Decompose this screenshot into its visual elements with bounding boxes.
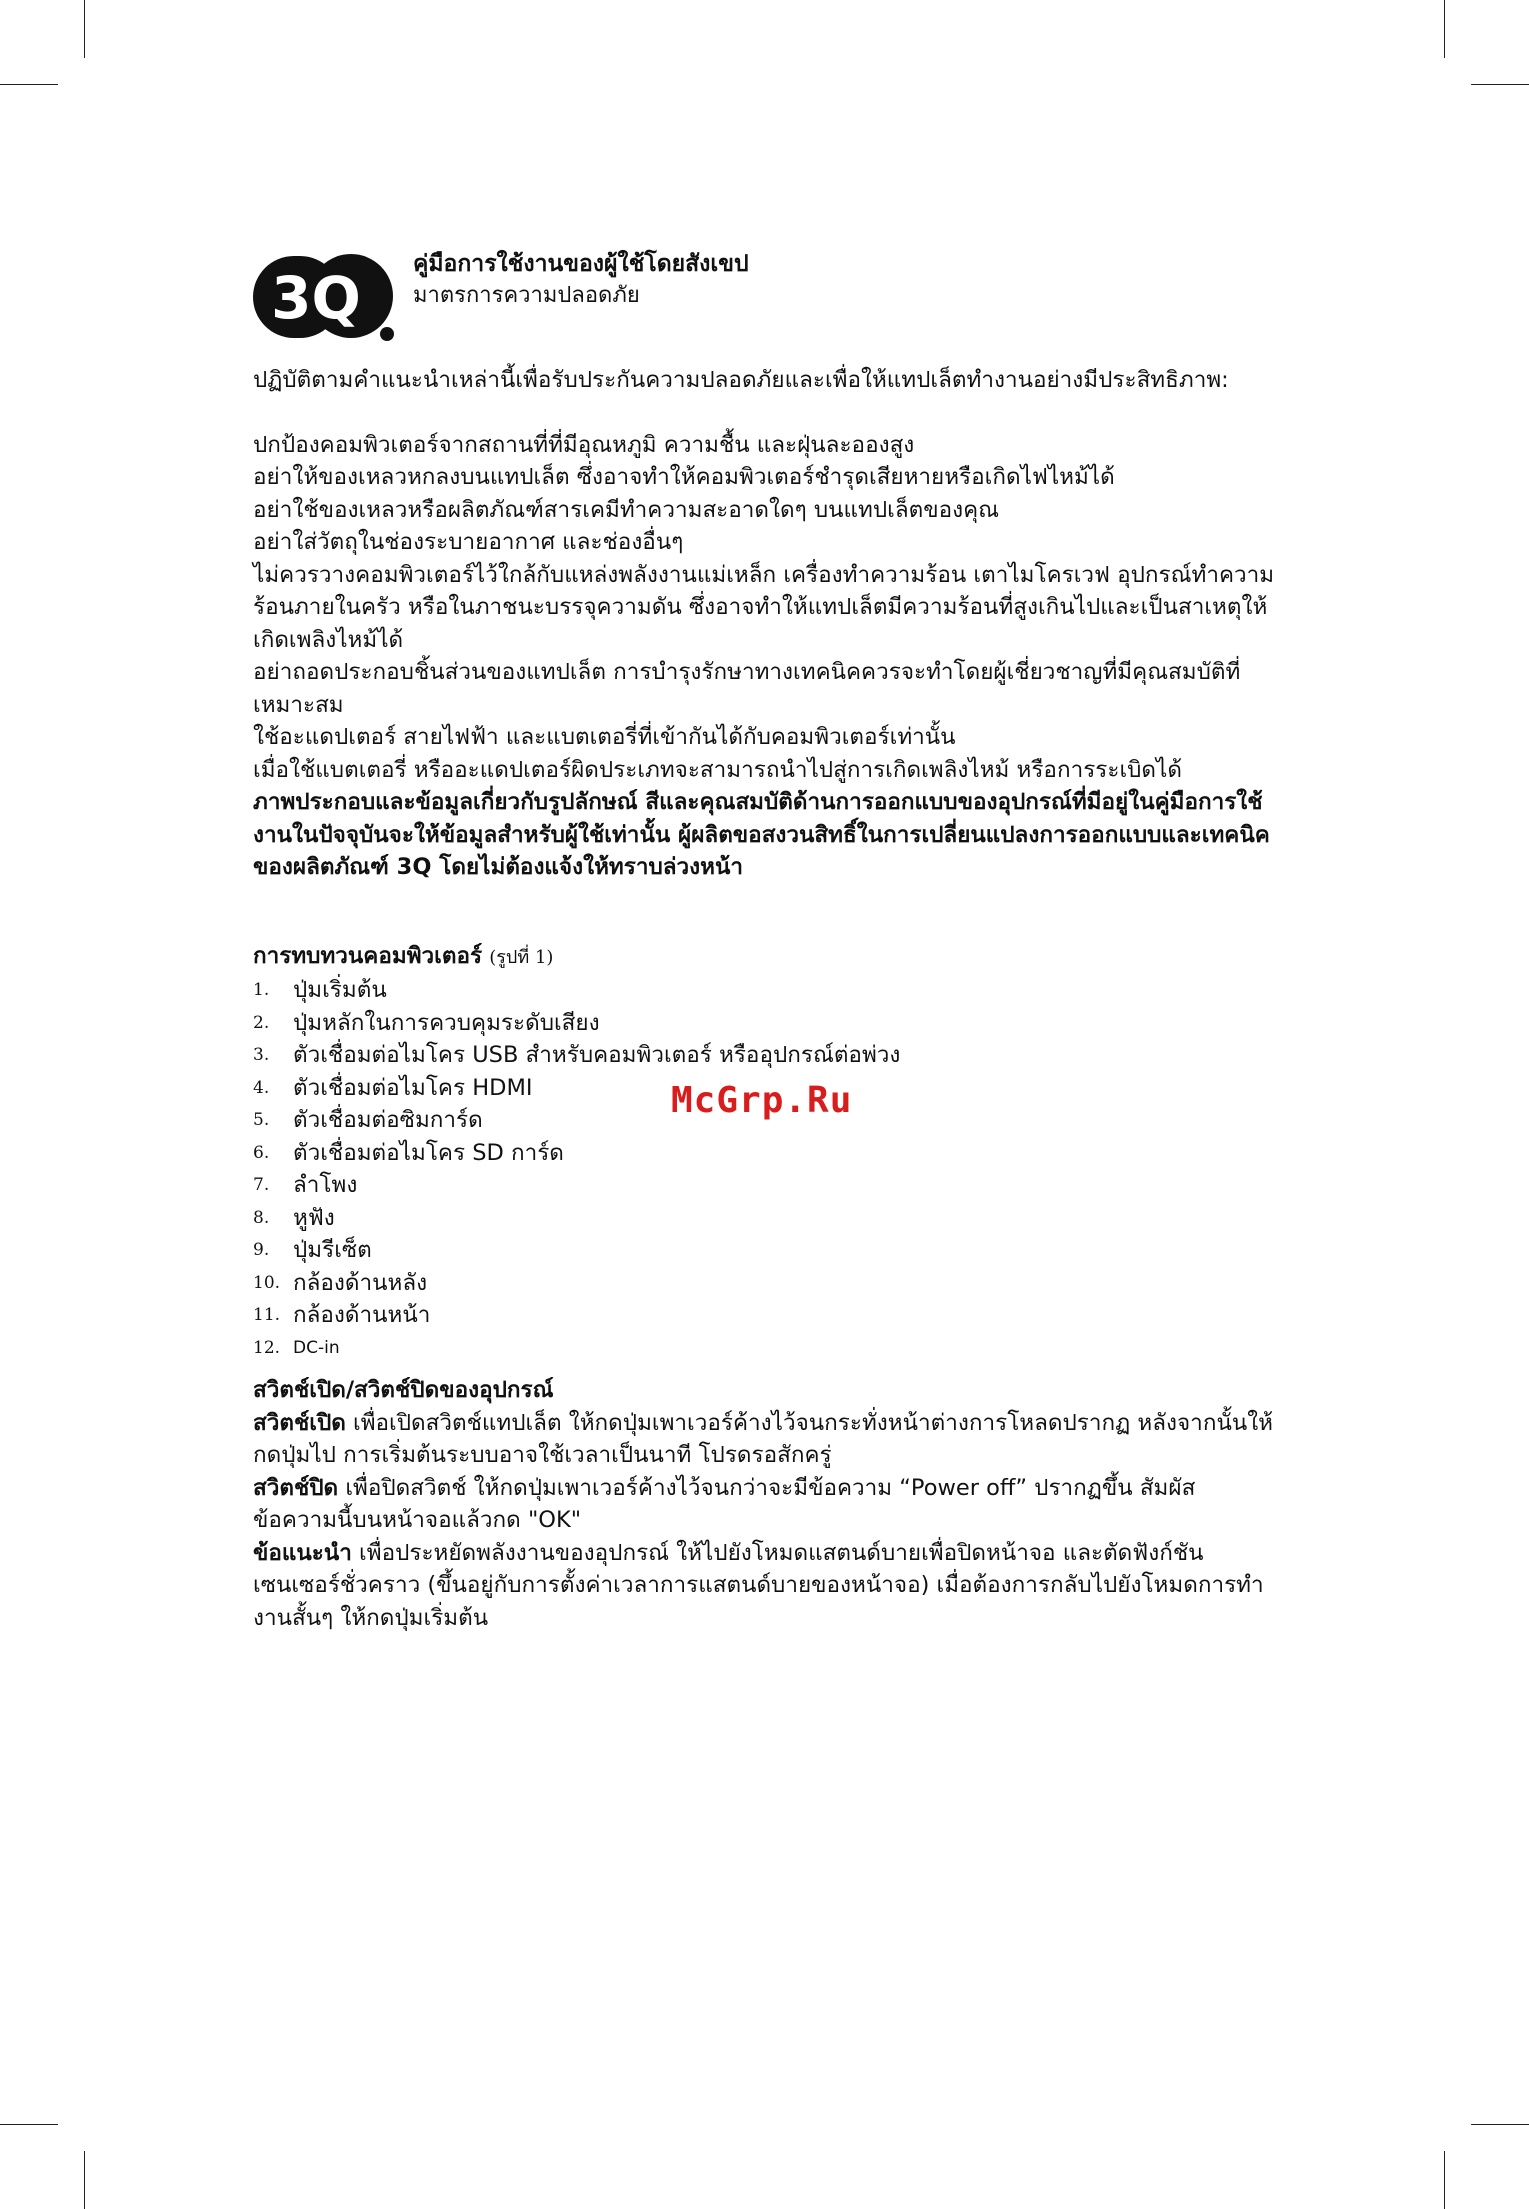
document-title: คู่มือการใช้งานของผู้ใช้โดยสังเขป bbox=[413, 251, 749, 277]
item-text: ปุ่มหลักในการควบคุมระดับเสียง bbox=[293, 1009, 600, 1036]
crop-mark bbox=[0, 2124, 58, 2125]
item-number: 6. bbox=[253, 1142, 270, 1163]
safety-item: ไม่ควรวางคอมพิวเตอร์ไว้ใกล้กับแหล่งพลังงานแม่เหล็ก เครื่องทำความร้อน เตาไมโครเวฟ อุปกรณ์ทำความร้อนภายในครัว หรือในภาชนะบรรจุความดัน ซึ่งอาจทำให้แทปเล็ตมีความร้อนที่สูงเกินไปและเป็นสาเหตุให้เกิดเพลิงไหม้ได้ bbox=[253, 561, 1275, 653]
power-heading: สวิตช์เปิด/สวิตช์ปิดของอุปกรณ์ bbox=[253, 1377, 554, 1403]
document-header bbox=[413, 248, 749, 312]
power-off-paragraph bbox=[253, 1472, 1278, 1537]
crop-mark bbox=[1471, 2124, 1529, 2125]
overview-title: การทบทวนคอมพิวเตอร์ bbox=[253, 942, 483, 969]
intro-paragraph: ปฏิบัติตามคำแนะนำเหล่านี้เพื่อรับประกันความปลอดภัยและเพื่อให้แทปเล็ตทำงานอย่างมีประสิทธิภาพ: bbox=[253, 367, 1229, 393]
crop-mark bbox=[1471, 84, 1529, 85]
safety-item: เมื่อใช้แบตเตอรี่ หรืออะแดปเตอร์ผิดประเภทจะสามารถนำไปสู่การเกิดเพลิงไหม้ หรือการระเบิดได้ bbox=[253, 756, 1182, 783]
item-text: กล้องด้านหน้า bbox=[293, 1302, 431, 1328]
power-off-text: เพื่อปิดสวิตช์ ให้กดปุ่มเพาเวอร์ค้างไว้จนกว่าจะมีข้อความ “Power off” ปรากฏขึ้น สัมผัสข้อความนี้บนหน้าจอแล้วกด "OK" bbox=[253, 1474, 1196, 1533]
tip-paragraph bbox=[253, 1537, 1278, 1635]
item-text: ลำโพง bbox=[293, 1172, 358, 1198]
item-text: ตัวเชื่อมต่อไมโคร USB สำหรับคอมพิวเตอร์ หรืออุปกรณ์ต่อพ่วง bbox=[293, 1042, 901, 1068]
list-item bbox=[253, 974, 1278, 1007]
safety-item: อย่าถอดประกอบชิ้นส่วนของแทปเล็ต การบำรุงรักษาทางเทคนิคควรจะทำโดยผู้เชี่ยวชาญที่มีคุณสมบัติที่เหมาะสม bbox=[253, 659, 1241, 718]
safety-item: ใช้อะแดปเตอร์ สายไฟฟ้า และแบตเตอรี่ที่เข้ากันได้กับคอมพิวเตอร์เท่านั้น bbox=[253, 724, 956, 750]
tip-label: ข้อแนะนำ bbox=[253, 1539, 352, 1566]
watermark: McGrp.Ru bbox=[671, 1080, 853, 1121]
tip-text: เพื่อประหยัดพลังงานของอุปกรณ์ ให้ไปยังโหมดแสตนด์บายเพื่อปิดหน้าจอ และตัดฟังก์ชันเซนเซอร์ชั่วคราว (ขึ้นอยู่กับการตั้งค่าเวลาการแสตนด์บายของหน้าจอ) เมื่อต้องการกลับไปยังโหมดการทำงานสั้นๆ ให้กดปุ่มเริ่มต้น bbox=[253, 1539, 1264, 1631]
safety-list bbox=[253, 429, 1278, 787]
item-number: 12. bbox=[253, 1337, 281, 1358]
safety-item: อย่าให้ของเหลวหกลงบนแทปเล็ต ซึ่งอาจทำให้คอมพิวเตอร์ชำรุดเสียหายหรือเกิดไฟไหม้ได้ bbox=[253, 464, 1115, 490]
power-on-text: เพื่อเปิดสวิตช์แทปเล็ต ให้กดปุ่มเพาเวอร์ค้างไว้จนกระทั่งหน้าต่างการโหลดปรากฏ หลังจากนั้นให้กดปุ่มไป การเริ่มต้นระบบอาจใช้เวลาเป็นนาที โปรดรอสักครู่ bbox=[253, 1409, 1274, 1468]
item-number: 3. bbox=[253, 1045, 270, 1065]
crop-mark bbox=[84, 0, 85, 58]
item-text: กล้องด้านหลัง bbox=[293, 1269, 428, 1296]
item-number: 9. bbox=[253, 1240, 270, 1260]
list-item bbox=[253, 1072, 1278, 1105]
overview-note: (รูปที่ 1) bbox=[489, 946, 554, 968]
item-number: 11. bbox=[253, 1305, 281, 1325]
list-item bbox=[253, 1267, 1278, 1300]
list-item bbox=[253, 1104, 1278, 1137]
item-text: ตัวเชื่อมต่อซิมการ์ด bbox=[293, 1107, 483, 1133]
list-item bbox=[253, 1007, 1278, 1040]
item-text: ปุ่มรีเซ็ต bbox=[293, 1237, 372, 1263]
component-list bbox=[253, 974, 1278, 1364]
list-item bbox=[253, 1234, 1278, 1267]
list-item bbox=[253, 1299, 1278, 1332]
item-number: 7. bbox=[253, 1175, 270, 1195]
safety-item: อย่าใส่วัตถุในช่องระบายอากาศ และช่องอื่นๆ bbox=[253, 529, 684, 555]
list-item bbox=[253, 1039, 1278, 1072]
item-number: 8. bbox=[253, 1207, 270, 1228]
power-on-paragraph bbox=[253, 1407, 1278, 1472]
item-number: 1. bbox=[253, 980, 270, 1000]
main-content bbox=[253, 364, 1278, 1634]
list-item bbox=[253, 1202, 1278, 1235]
item-text: ตัวเชื่อมต่อไมโคร SD การ์ด bbox=[293, 1139, 564, 1166]
overview-heading bbox=[253, 940, 1278, 975]
crop-mark bbox=[0, 84, 58, 85]
item-number: 2. bbox=[253, 1012, 270, 1033]
item-text: ปุ่มเริ่มต้น bbox=[293, 977, 387, 1003]
power-off-label: สวิตช์ปิด bbox=[253, 1474, 339, 1501]
item-text: DC-in bbox=[293, 1337, 340, 1358]
crop-mark bbox=[84, 2151, 85, 2209]
list-item bbox=[253, 1137, 1278, 1170]
power-on-label: สวิตช์เปิด bbox=[253, 1409, 346, 1436]
item-number: 4. bbox=[253, 1077, 270, 1098]
item-number: 10. bbox=[253, 1272, 281, 1293]
item-text: ตัวเชื่อมต่อไมโคร HDMI bbox=[293, 1074, 533, 1101]
item-text: หูฟัง bbox=[293, 1204, 335, 1231]
document-subtitle: มาตรการความปลอดภัย bbox=[413, 283, 640, 308]
svg-text:3Q: 3Q bbox=[271, 264, 361, 332]
safety-item: อย่าใช้ของเหลวหรือผลิตภัณฑ์สารเคมีทำความสะอาดใดๆ บนแทปเล็ตของคุณ bbox=[253, 496, 1000, 523]
safety-item: ปกป้องคอมพิวเตอร์จากสถานที่ที่มีอุณหภูมิ ความชื้น และฝุ่นละอองสูง bbox=[253, 431, 915, 458]
list-item bbox=[253, 1169, 1278, 1202]
list-item bbox=[253, 1332, 1278, 1365]
item-number: 5. bbox=[253, 1110, 270, 1130]
disclaimer: ภาพประกอบและข้อมูลเกี่ยวกับรูปลักษณ์ สีและคุณสมบัติด้านการออกแบบของอุปกรณ์ที่มีอยู่ในคู่มือการใช้งานในปัจจุบันจะให้ข้อมูลสำหรับผู้ใช้เท่านั้น ผู้ผลิตขอสงวนสิทธิ์ในการเปลี่ยนแปลงการออกแบบและเทคนิคของผลิตภัณฑ์ 3Q โดยไม่ต้องแจ้งให้ทราบล่วงหน้า bbox=[253, 789, 1270, 880]
crop-mark bbox=[1444, 0, 1445, 58]
brand-logo bbox=[253, 252, 395, 344]
crop-mark bbox=[1444, 2151, 1445, 2209]
